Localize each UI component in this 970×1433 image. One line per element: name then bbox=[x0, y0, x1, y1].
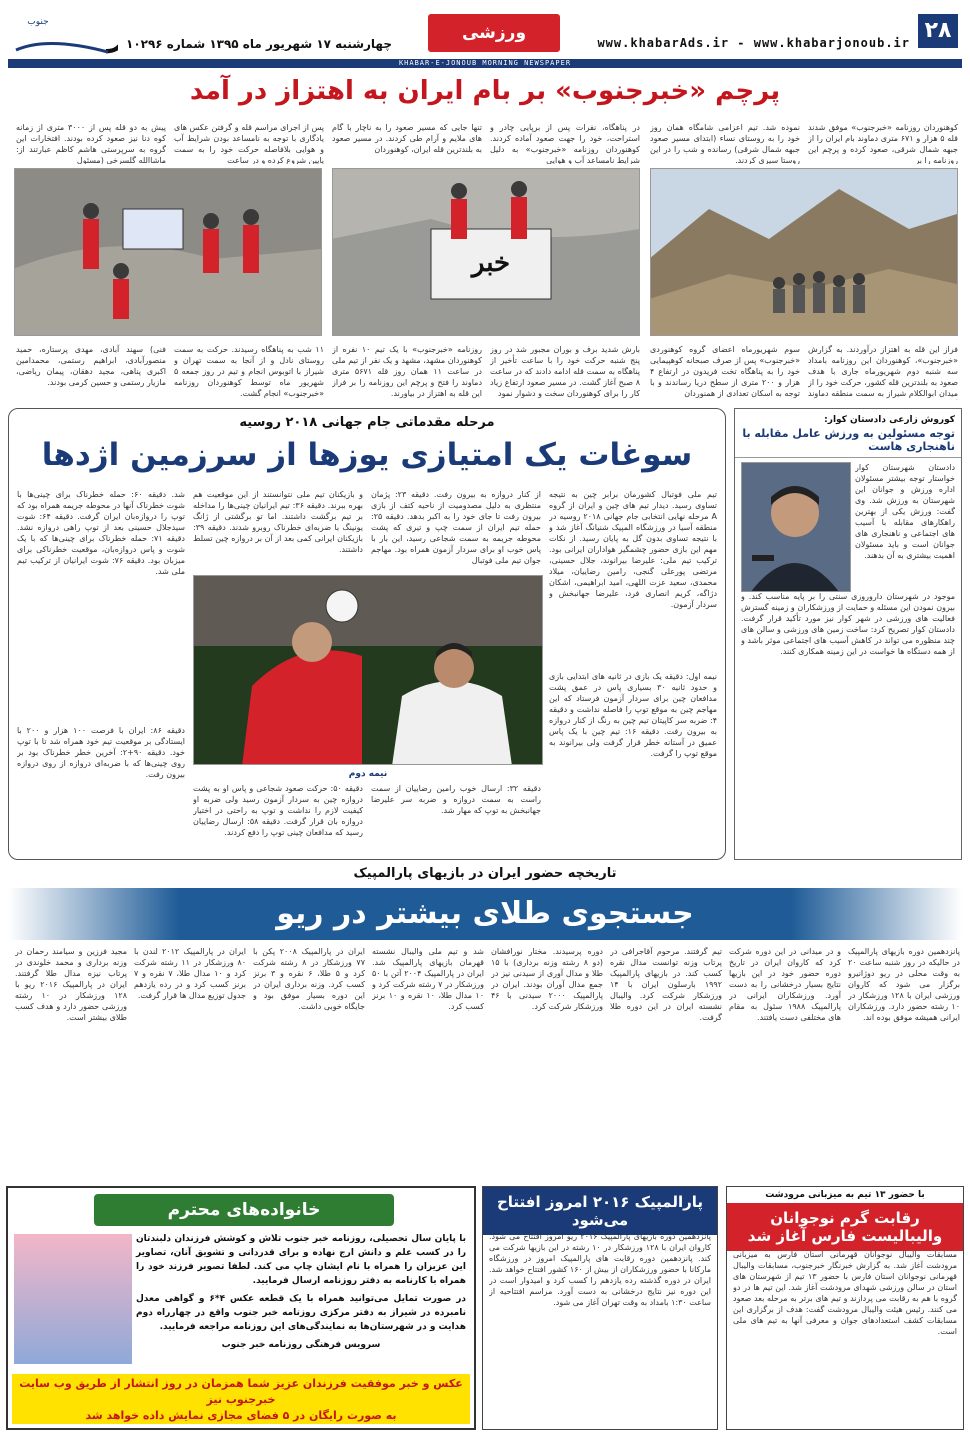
box-fars-body: مسابقات والیبال نوجوانان قهرمانی استان فارس به میزبانی مرودشت آغاز شد. به گزارش خبرنگار خبرجنوب، مسابقات والیبال قهرمانی نوجوانان استان فارس با حضور ۱۳ تیم از شهرستان های استان در سالن ورزشی شهدای مرودشت آغاز شد. این تیم ها در دو گروه با هم به رقابت می پردازند و تیم های برتر به مرحله بعد صعود می کنند. رئیس هیئت والیبال مرودشت گفت: هدف از برگزاری این مسابقات کشف استعدادهای جوان و معرفی آنها به تیم های ملی است. bbox=[733, 1250, 957, 1336]
photo-flag-climbers bbox=[332, 168, 640, 336]
ad-bottom-banner bbox=[12, 1374, 470, 1424]
story1-caption: فنی) سهند آبادی، مهدی پرستاره، حمید منصورآبادی، ابراهیم رستمی، محمدامین اکبری پناهی، مجید دهقان، پیمان ریاضی، مازیار رستمی و حسین کرمی بودند. bbox=[16, 345, 166, 387]
box-fars-title: رقابت گرم نوجوانان والیبالیست فارس آغاز شد bbox=[727, 1203, 963, 1251]
ad-signature: سرویس فرهنگی روزنامه خبر جنوب bbox=[221, 1340, 381, 1350]
page-number: ۲۸ bbox=[918, 14, 958, 48]
half-label: نیمه دوم bbox=[348, 769, 388, 779]
rio-column: و در میدانی در این دوره شرکت کرد که کاروان ایران در تاریخ دوره حضور خود در این بازیها نتایج بسیار درخشانی را به دست آورد. ورزشکاران ایرانی در پارالمپیک ۱۹۸۸ سئول به مقام های مختلفی دست یافتند. bbox=[729, 947, 841, 1022]
box-fars-kicker: با حضور ۱۳ تیم به میزبانی مرودشت bbox=[765, 1190, 925, 1200]
feature-col: و بازیکنان تیم ملی نتوانستند از این موقعیت هم بهره ببرند. دقیقه ۳۶: تیم ایرانیان چینی‌ها را مداخله بر تیم برگشت داشتند. اما تو برگشتی از ژانگ یونینگ با ضربه‌ای خطرناک روبرو شدند. دقیقه ۳۹: بازیکنان ایرانی کمی بعد از آن بر دروازه چین تسلط داشتند. bbox=[193, 490, 363, 554]
feature-kicker: مرحله مقدماتی جام جهانی ۲۰۱۸ روسیه bbox=[239, 415, 495, 430]
story1-caption: فراز این قله به اهتزاز درآوردند. به گزارش «خبرجنوب»، کوهنوردان این روزنامه بامداد سه شنبه دوم شهریورماه جاری با هدف صعود به بلندترین قله کشور، حرکت خود را از میدان ابوالکلام شیراز به سمت منطقه دماوند bbox=[808, 345, 958, 398]
story1-caption: بارش شدید برف و بوران مجبور شد در روز پنج شنبه حرکت خود را با ساعت تأخیر از پناهگاه به سمت قله ادامه دادند که در ساعت ۸ صبح آغاز گشت. در مسیر صعود ارتفاع زیاد کار را برای کوهنوردان سخت و دشوار نمود bbox=[490, 345, 640, 398]
date-line: چهارشنبه ۱۷ شهریور ماه ۱۳۹۵ شماره ۱۰۲۹۶ bbox=[126, 37, 393, 51]
ad-body-text: با پایان سال تحصیلی، روزنامه خبر جنوب تلاش و کوشش فرزندان دلبندتان را در کسب علم و دانش ارج نهاده و برای قدردانی و تشویق آنان، تصاویر این عزیزان را همراه با نام ایشان چاپ می کند. لطفا تصویر فرزند خود را همراه با کارنامه به دفتر روزنامه ارسال فرمایید. bbox=[136, 1234, 466, 1286]
box-paralympic bbox=[482, 1186, 718, 1430]
story1-col: پیش به دو قله پس از ۳۰۰۰ متری از زمانه کوه دنا نیز صعود کرده بودند. افتخارات این گروه به سرپرستی هاشم کاظم عبارتند از: ماشاالله گلسرخی (مسئول bbox=[16, 123, 166, 164]
feature-col: از کنار دروازه به بیرون رفت. دقیقه ۲۳: پژمان منتظری به دلیل مصدومیت از ناحیه کتف از بازی بیرون رفت تا جای خود را به اکبر بدهد. دقیقه ۲۵: حمله تیم ایران از سمت چپ و تیری که پشت محوطه جریمه به سمت شجاعی رسید، این بار با پاس خوب او برای سردار آزمون همراه بود. مهاجم جوان تیم ملی فوتبال bbox=[371, 490, 541, 565]
feature-col: دقیقه ۵۰: حرکت صعود شجاعی و پاس او به پشت دروازه چین به سردار آزمون رسید ولی ضربه او کیفیت لازم را نداشت و توپ به راحتی در اختیار دروازه بان قرار گرفت. دقیقه ۵۸: ارسال رضاییان رسید که مدافعان چینی توپ را دفع کردند. bbox=[193, 784, 363, 837]
sidebar-interview bbox=[734, 408, 962, 860]
ad-bottom-line1: عکس و خبر موفقیت فرزندان عزیز شما همزمان در روز انتشار از طریق وب سایت خبرجنوب نیز bbox=[19, 1377, 463, 1406]
rio-column: ایران در پارالمپیک ۲۰۰۸ پکن با ۷۷ ورزشکار در ۸ رشته شرکت کرد و ۵ طلا، ۶ نقره و ۳ برنز کسب کرد. وزنه برداری ایران در این دوره بسیار موفق بود و جایگاه خوبی داشت. bbox=[253, 947, 365, 1011]
rio-column: تیم گرفتند. مرحوم آقاجرافی در پرتاب وزنه توانست مدال نقره کسب کند. در بازیهای پارالمپیک ۱۹۹۲ بارسلون ایران با ۱۴ ورزشکار شرکت کرد. والیبال نشسته ایران در این دوره طلا گرفت. bbox=[610, 947, 722, 1022]
ad-body-text-2: در صورت تمایل می‌توانید همراه با یک قطعه عکس ۴*۶ و گواهی معدل نامبرده در شیراز به دفتر مرکزی روزنامه خبر جنوب واقع در چهارراه دوم هدایت و در شهرستان‌ها به نمایندگی‌های این روزنامه مراجعه فرمایید. bbox=[136, 1294, 466, 1332]
feature-col: تیم ملی فوتبال کشورمان برابر چین به نتیجه تساوی رسید. دیدار تیم های چین و ایران از گروه A مرحله نهایی انتخابی جام جهانی ۲۰۱۸ روسیه در منطقه آسیا در ورزشگاه المپیک شنیانگ آغاز شد و با نتیجه تساوی بدون گل به پایان رسید. از نکات مهم این بازی حضور چشمگیر هواداران ایرانی بود. ترکیب تیم ملی: علیرضا بیرانوند، جلال حسینی، مرتضی پورعلی گنجی، رامین رضاییان، میلاد محمدی، سعید عزت اللهی، امید ابراهیمی، اشکان دژاگه، کریم انصاری فرد، علیرضا جهانبخش و سردار آزمون. bbox=[549, 490, 717, 609]
ad-children-photo bbox=[14, 1234, 132, 1364]
site-url[interactable]: www.khabarAds.ir - www.khabarjonoub.ir bbox=[597, 36, 910, 50]
photo-football-match bbox=[193, 575, 543, 765]
ad-bottom-line2: به صورت رایگان در ۵ فضای مجازی نمایش داده خواهد شد bbox=[85, 1409, 397, 1422]
section-tab: ورزشی bbox=[428, 14, 560, 52]
photo-summit-team bbox=[14, 168, 322, 336]
story1-headline: پرچم «خبرجنوب» بر بام ایران به اهتزاز در آمد bbox=[189, 76, 781, 106]
rio-kicker: تاریخچه حضور ایران در بازیهای پارالمپیک bbox=[353, 866, 617, 881]
svg-text:خبر bbox=[105, 11, 118, 54]
sidebar-title: توجه مسئولین به ورزش عامل مقابله با ناهنجاری هاست bbox=[735, 427, 961, 458]
rio-headline: جستجوی طلای بیشتر در ریو bbox=[8, 888, 962, 940]
story1-col: تنها جایی که مسیر صعود را به ناچار با گام های ملایم و آرام طی کردند. در مسیر صعود به بلندترین قله ایران، کوهنوردان bbox=[332, 123, 482, 154]
story1-caption: روزنامه «خبرجنوب» با یک تیم ۱۰ نفره از کوهنوردان مشهد، مشهد و یک نفر از تیم ملی در ساعت ۱۱ همان روز قله ۵۶۷۱ متری دماوند را فتح و پرچم این روزنامه را بر فراز این قله به اهتزاز در بیاورند. bbox=[332, 345, 482, 398]
story1-col: در پناهگاه، نفرات پس از برپایی چادر و استراحت، خود را جهت صعود آماده کردند. کوهنوردان روزنامه «خبرجنوب» به دلیل شرایط نامساعد آب و هوایی bbox=[490, 123, 640, 164]
story1-caption: سوم شهریورماه اعضای گروه کوهنوردی «خبرجنوب» پس از صرف صبحانه کوهپیمایی خود را به پناهگاه تخت فریدون در ارتفاع ۴ هزار و ۲۰۰ متری از سطح دریا رساندند و با توجه به اسکان تعدادی از همنوردان bbox=[650, 345, 800, 398]
story1-col: کوهنوردان روزنامه «خبرجنوب» موفق شدند قله ۵ هزار و ۶۷۱ متری دماوند بام ایران را از جبهه شمال شرقی، صعود کرده و پرچم این روزنامه را بر bbox=[808, 123, 958, 164]
rio-column: ایران در پارالمپیک ۲۰۱۲ لندن با ۸۰ ورزشکار در ۱۱ رشته شرکت کرد و ۱۰ مدال طلا، ۷ نقره و ۷ برنز کسب کرد و در رده یازدهم جدول توزیع مدال ها قرار گرفت. bbox=[134, 947, 246, 1000]
masthead bbox=[8, 6, 962, 60]
sidebar-body-top: دادستان شهرستان کوار خواستار توجه بیشتر مسئولان اداره ورزش و جوانان این شهرستان به ورزش شد. وی گفت: ورزش یکی از بهترین راهکارهای مقابله با آسیب های اجتماعی و ناهنجاری های جوانان است و باید مسئولان اهمیت بیشتری به آن بدهند. bbox=[855, 463, 955, 560]
sidebar-kicker: کوروش زارعی دادستان کوار: bbox=[824, 415, 955, 425]
box-para-body: پانزدهمین دوره بازیهای پارالمپیک ۲۰۱۶ ریو امروز افتتاح می شود. کاروان ایران با ۱۲۸ ورزشکار در ۱۰ رشته در این بازیها شرکت می کند. پانزدهمین دوره رقابت های پارالمپیک امروز در ورزشگاه مارکانا با حضور ورزشکاران از بیش از ۱۶۰ کشور افتتاح خواهد شد. ایران در دوره گذشته رده یازدهم را کسب کرد و امیدوار است در این دوره نیز نتایج درخشانی به دست آورد. مراسم افتتاحیه از ساعت ۱:۳۰ بامداد به وقت تهران آغاز می شود. bbox=[489, 1232, 711, 1307]
photo-prosecutor bbox=[741, 462, 851, 592]
rio-column: شد و تیم ملی والیبال نشسته قهرمان بازیهای پارالمپیک شد. ایران در پارالمپیک ۲۰۰۴ آتن با ۵۰ ورزشکار در ۷ رشته شرکت کرد و ۱۰ مدال طلا، ۱۰ نقره و ۱۰ برنز کسب کرد. bbox=[372, 947, 484, 1011]
photo-mountain-group bbox=[650, 168, 958, 336]
banner-strip: KHABAR-E-JONOUB MORNING NEWSPAPER bbox=[8, 59, 962, 68]
ad-families bbox=[6, 1186, 476, 1430]
ad-title: خانواده‌های محترم bbox=[94, 1194, 394, 1226]
ad-body bbox=[136, 1232, 466, 1352]
feature-col: نیمه اول: دقیقه یک بازی در ثانیه های ابتدایی بازی و حدود ثانیه ۳۰ بسیاری پاس در عمق پشت مدافعان چین برای سردار آزمون فرستاد که این مهاجم چین به موقع توپ را فاصله نداشت و دقیقه ۴: ضربه سر کاپیتان تیم چین به رنگ از کنار دروازه به بیرون رفت. دقیقه ۱۶: تیم چین با یک پاس عمیق در آستانه خطر قرار گرفت ولی بیرانوند به موقع توپ را گرفت. bbox=[549, 672, 717, 758]
svg-text:جنوب: جنوب bbox=[27, 17, 49, 27]
rio-column: پانزدهمین دوره بازیهای پارالمپیک در حالیکه در روز شنبه ساعت ۲۰ به وقت محلی در ریو دوژانیرو برگزار می شود که کاروان ورزشی ایران با ۱۲۸ ورزشکار در ۱۰ رشته حضور دارد. ورزشکاران ایرانی همیشه موفق بوده اند. bbox=[848, 947, 960, 1022]
rio-column: مجید فرزین و سیامند رحمان در وزنه برداری و محمد خلوندی در پرتاب نیزه مدال طلا گرفتند. ایران در پارالمپیک ۲۰۱۶ ریو با ۱۲۸ ورزشکار در ۱۰ رشته ورزشی حضور دارد و هدف کسب طلای بیشتر است. bbox=[15, 947, 127, 1022]
svg-text:خبر: خبر bbox=[471, 248, 511, 278]
sidebar-body-bottom: موجود در شهرستان داروروزی سنتی را بر پایه مناسب کند. و بیرون نمودن این مسئله و حمایت از ورزشکاران و زمینه گسترش فعالیت های ورزشی در شهر کوار نیز مورد تأکید قرار گرفت. دادستان کوار تصریح کرد: ساخت زمین های ورزشی و سالن های چند منظوره می تواند در کاهش آسیب های اجتماعی موثر باشد و از همه دستگاه ها خواست در این زمینه همکاری کنند. bbox=[741, 592, 955, 656]
story1-col: نموده شد. تیم اعزامی شامگاه همان روز خود را به روستای نساء (ابتدای مسیر صعود جبهه شمال شرقی) رسانده و شب را در این روستا سپری کردند. bbox=[650, 123, 800, 164]
feature-headline: سوغات یک امتیازی یوزها از سرزمین اژدها bbox=[41, 437, 693, 473]
box-fars-volleyball bbox=[726, 1186, 964, 1430]
feature-world-cup bbox=[8, 408, 726, 860]
feature-col: دقیقه ۸۶: ایران با فرصت ۱۰۰ هزار و ۲۰۰ با ایستادگی بر موقعیت تیم خود همراه شد تا با توپ خود. دقیقه ۹۰+۲: آخرین خطر خطرناک بود بر روی چینی‌ها که با ضربه‌ای دروازه از روی دروازه بیرون رفت. bbox=[17, 726, 185, 779]
feature-col: شد. دقیقه ۶۰: حمله خطرناک برای چینی‌ها با شوت خطرناک آنها در محوطه جریمه همراه بود که توپ را دروازه‌بان ایران گرفت. دقیقه ۶۴: شوت سیدجلال حسینی بعد از توپ راهی دروازه نشد. دقیقه ۷۱: حمله خطرناک برای چینی‌ها که با یک شوت و پاس دروازه‌بان، موقعیت خطرناکی برای میزبان بود. دقیقه ۷۶: شوت ایرانیان از ترکیب تیم ملی شد. bbox=[17, 490, 185, 576]
rio-column: دوره پرسیدند. مختار نورافشان (دو ۸ رشته وزنه برداری) با ۱۵ طلا و مدال آوری از سیدنی نیز در جمع مدال آوران بودند. ایران در پارالمپیک ۲۰۰۰ سیدنی با ۴۶ ورزشکار شرکت کرد. bbox=[491, 947, 603, 1011]
story1-caption: ۱۱ شب به پناهگاه رسیدند. حرکت به سمت روستای نادل و از آنجا به سمت تهران و شیراز با اتوبوس انجام و تیم در روز جمعه ۵ شهریور ماه توسط کوهنوردان روزنامه «خبرجنوب» انجام گشت. bbox=[174, 345, 324, 398]
story1-col: پس از اجرای مراسم قله و گرفتن عکس های یادگاری با توجه به نامساعد بودن شرایط آب و هوایی بلافاصله حرکت خود را به سمت پایین شروع کرده و در ساعت bbox=[174, 123, 324, 164]
newspaper-logo bbox=[8, 6, 118, 60]
feature-col: دقیقه ۳۲: ارسال خوب رامین رضاییان از سمت راست به سمت دروازه و ضربه سر علیرضا جهانبخش به توپ که مهار شد. bbox=[371, 784, 541, 815]
box-para-title: پارالمپیک ۲۰۱۶ امروز افتتاح می‌شود bbox=[483, 1187, 717, 1235]
